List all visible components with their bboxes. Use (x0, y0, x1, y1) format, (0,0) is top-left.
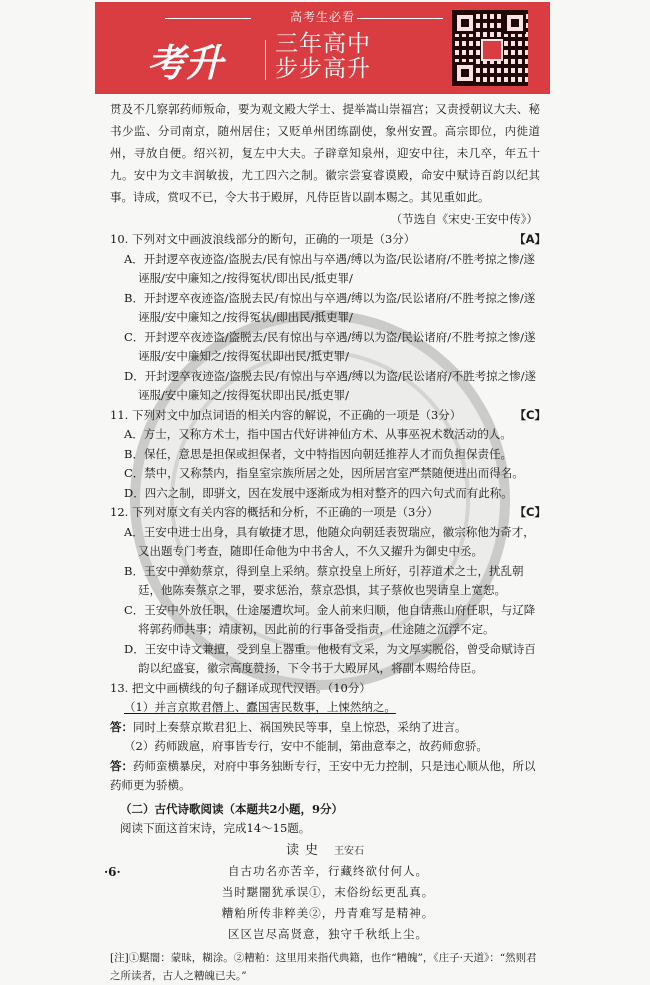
question-stem: 11. 下列对文中加点词语的相关内容的解说，不正确的一项是（3分） (110, 406, 540, 426)
poem-line: 糟粕所传非粹美②，丹青难写是精神。 (116, 903, 540, 924)
poem-title (110, 841, 540, 862)
brand-motto (275, 32, 371, 82)
translation-sentence: （2）药师跋扈，府事皆专行，安中不能制，第曲意奉之，故药师愈骄。 (124, 737, 540, 757)
option: B．保任，意思是担保或担保者，文中特指因向朝廷推荐人才而负担保责任。 (124, 445, 540, 465)
poem-line: 区区岂尽高贤意，独守千秋纸上尘。 (116, 924, 540, 945)
qr-center-logo (481, 39, 503, 61)
translation-answer (110, 718, 540, 738)
option: A．方士，又称方术士，指中国古代好讲神仙方术、从事巫祝术数活动的人。 (124, 425, 540, 445)
section-intro: 阅读下面这首宋诗，完成14～15题。 (120, 819, 540, 839)
motto-line: 三年高中 (275, 32, 371, 57)
poem-note: [注]①黮闇：蒙昧，糊涂。②糟粕：这里用来指代典籍，也作“糟魄”，《庄子·天道》：“然则君之所读者，古人之糟魄已夫。” (110, 949, 540, 985)
option: D．四六之制，即骈文，因在发展中逐渐成为相对整齐的四六句式而有此称。 (124, 484, 540, 504)
answer-label: 答： (110, 759, 133, 773)
section-poetry (110, 800, 540, 985)
answer-badge: 【A】 (514, 230, 546, 250)
poem-line: 当时黮闇犹承误①，末俗纷纭更乱真。 (116, 882, 540, 903)
translation-sentence: （1）并言京欺君僭上、蠹国害民数事，上悚然纳之。 (124, 698, 540, 718)
option: C．王安中外放任职，仕途屡遭坎坷。金人前来归顺，他自请燕山府任职，与辽降将郭药师共事；靖康初，因此前的行事备受指责，仕途随之沉浮不定。 (124, 601, 540, 640)
option: C．开封逻卒夜迹盗/盗脱去/民有惊出与卒遇/缚以为盗/民讼诸府/不胜考掠之惨/遂诬服/安中廉知之/按得冤状即出民/抵吏罪/ (124, 328, 540, 367)
option: A．王安中进士出身，具有敏捷才思，他随众向朝廷表贺瑞应，徽宗称他为奇才，又出题专门考查，随即任命他为中书舍人，不久又擢升为御史中丞。 (124, 523, 540, 562)
question-stem: 10. 下列对文中画波浪线部分的断句，正确的一项是（3分） (110, 230, 540, 250)
poem-title-text: 读史 (286, 843, 324, 858)
passage-text: 贯及不几察郭药师叛命，要为观文殿大学士、提举嵩山崇福宫；又责授朝议大夫、秘书少监、分司南京，随州居住；又贬单州团练副使，象州安置。高宗即位，内徙道州，寻放自便。绍兴初，复左中大夫。子辟章知泉州，迎安中往，未几卒，年五十九。安中为文丰润敏拔，尤工四六之制。徽宗尝宴睿谟殿，命安中赋诗百韵以纪其事。诗成，赏叹不已，令大书于殿屏，凡侍臣皆以副本赐之。其见重如此。 (110, 98, 540, 208)
option: A．开封逻卒夜迹盗/盗脱去/民有惊出与卒遇/缚以为盗/民讼诸府/不胜考掠之惨/遂诬服/安中廉知之/按得冤状/即出民/抵吏罪/ (124, 250, 540, 289)
qr-finder (454, 62, 476, 84)
question-13 (110, 679, 540, 796)
option: D．开封逻卒夜迹盗/盗脱去民/有惊出与卒遇/缚以为盗/民讼诸府/不胜考掠之惨/遂诬服/安中廉知之/按得冤状即出民/抵吏罪/ (124, 367, 540, 406)
motto-line: 步步高升 (275, 57, 371, 82)
section-title: （二）古代诗歌阅读（本题共2小题，9分） (120, 800, 540, 820)
answer-badge: 【C】 (515, 406, 546, 426)
brand-logo: 考升 (147, 32, 223, 87)
qr-code-icon (452, 10, 528, 86)
divider (265, 40, 266, 80)
poem-author: 王安石 (334, 846, 364, 857)
question-11 (110, 406, 540, 504)
header-banner (95, 2, 550, 94)
answer-text: 同时上奏蔡京欺君犯上、祸国殃民等事，皇上惊恐，采纳了进言。 (133, 720, 467, 734)
page-number: ·6· (104, 865, 121, 879)
option: B．开封逻卒夜迹盗/盗脱去民/有惊出与卒遇/缚以为盗/民讼诸府/不胜考掠之惨/遂诬服/安中廉知之/按得冤状/即出民/抵吏罪/ (124, 289, 540, 328)
answer-label: 答： (110, 720, 133, 734)
poem-line: 自古功名亦苦辛，行藏终欲付何人。 (116, 861, 540, 882)
question-stem: 12. 下列对原文有关内容的概括和分析，不正确的一项是（3分） (110, 503, 540, 523)
option: B．王安中弹劾蔡京，得到皇上采纳。蔡京投皇上所好，引荐道术之士，扰乱朝廷，他陈奏蔡京之罪，要求惩治，蔡京恐惧，其子蔡攸也哭请皇上宽恕。 (124, 562, 540, 601)
question-stem: 13. 把文中画横线的句子翻译成现代汉语。（10分） (110, 679, 540, 699)
option: D．王安中诗文兼擅，受到皇上器重。他极有文采，为文厚实脱俗，曾受命赋诗百韵以纪盛宴，徽宗高度赞扬，下令书于大殿屏风，将副本赐给侍臣。 (124, 640, 540, 679)
question-10 (110, 230, 540, 406)
header-slogan: 高考生必看 (95, 8, 550, 25)
qr-finder (504, 12, 526, 34)
divider (357, 18, 443, 19)
option: C．禁中，又称禁内，指皇室宗族所居之处，因所居宫室严禁随便进出而得名。 (124, 464, 540, 484)
question-12 (110, 503, 540, 679)
page-content (110, 98, 540, 985)
qr-finder (454, 12, 476, 34)
answer-text: 药师蛮横暴戾，对府中事务独断专行，王安中无力控制，只是违心顺从他，所以药师更为骄横。 (110, 759, 536, 793)
passage-source: （节选自《宋史·王安中传》） (110, 208, 538, 230)
translation-answer (110, 757, 540, 796)
answer-badge: 【C】 (515, 503, 546, 523)
